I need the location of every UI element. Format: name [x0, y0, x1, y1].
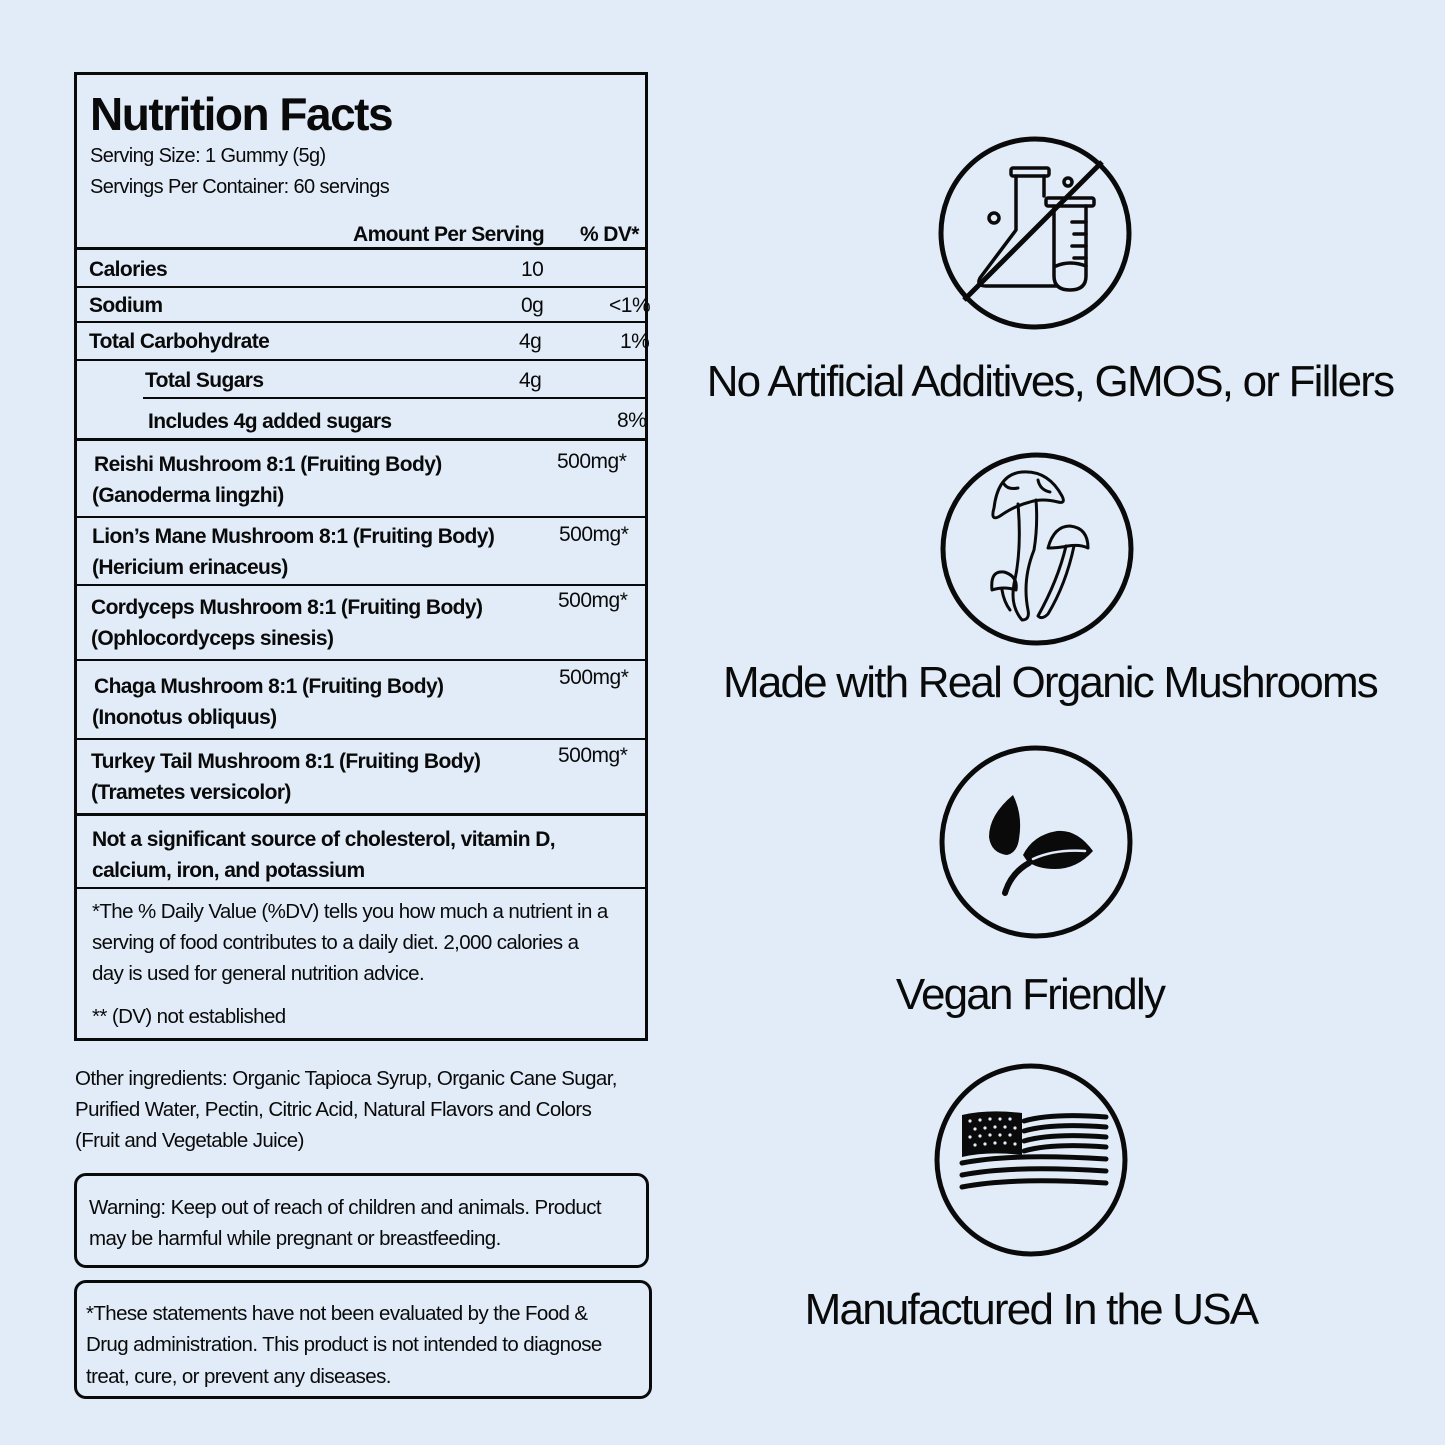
usa-flag-icon	[932, 1061, 1130, 1259]
not-significant-line1: Not a significant source of cholesterol, vitamin D,	[92, 828, 555, 851]
fda-disclaimer-box	[74, 1280, 652, 1399]
row-added-sugars-dv: 8%	[617, 409, 647, 432]
ingredient-chaga-latin: (Inonotus obliquus)	[92, 706, 277, 729]
ingredient-reishi-latin: (Ganoderma lingzhi)	[92, 484, 284, 507]
warning-line2: may be harmful while pregnant or breastfeeding.	[89, 1227, 501, 1250]
ingredient-turkey-tail-latin: (Trametes versicolor)	[91, 781, 291, 804]
row-added-sugars-label: Includes 4g added sugars	[148, 410, 392, 433]
row-carb-label: Total Carbohydrate	[89, 330, 270, 353]
header-amount: Amount Per Serving	[353, 223, 545, 246]
divider	[77, 247, 645, 250]
row-sugars-amount: 4g	[519, 369, 542, 392]
nutrition-facts-panel	[74, 72, 651, 1041]
ingredient-cordyceps-amount: 500mg*	[558, 589, 628, 612]
mushroom-icon	[938, 450, 1136, 648]
ingredient-lions-mane-name: Lion’s Mane Mushroom 8:1 (Fruiting Body)	[92, 525, 495, 548]
dv-note-line3: day is used for general nutrition advice.	[92, 962, 425, 985]
ingredient-lions-mane-latin: (Hericium erinaceus)	[92, 556, 288, 579]
row-sodium-dv: <1%	[609, 294, 651, 317]
badge-label-usa: Manufactured In the USA	[804, 1285, 1258, 1334]
ingredient-chaga-name: Chaga Mushroom 8:1 (Fruiting Body)	[94, 675, 444, 698]
other-ingredients-line1: Other ingredients: Organic Tapioca Syrup, Organic Cane Sugar,	[75, 1067, 617, 1090]
divider	[77, 286, 645, 288]
row-sugars-label: Total Sugars	[145, 369, 264, 392]
dv-note-line1: *The % Daily Value (%DV) tells you how much a nutrient in a	[92, 900, 608, 923]
divider	[143, 397, 645, 399]
divider	[77, 438, 645, 441]
row-carb-dv: 1%	[620, 330, 650, 353]
leaf-icon	[937, 743, 1135, 941]
ingredient-reishi-name: Reishi Mushroom 8:1 (Fruiting Body)	[94, 453, 442, 476]
fda-line1: *These statements have not been evaluated by the Food &	[86, 1302, 588, 1325]
divider	[77, 584, 645, 586]
warning-box	[74, 1173, 649, 1268]
badge-label-organic-mushrooms: Made with Real Organic Mushrooms	[722, 658, 1378, 707]
divider	[77, 813, 645, 816]
ingredient-turkey-tail-amount: 500mg*	[558, 744, 628, 767]
header-dv: % DV*	[580, 223, 639, 246]
ingredient-turkey-tail-name: Turkey Tail Mushroom 8:1 (Fruiting Body)	[91, 750, 481, 773]
nutrition-title: Nutrition Facts	[90, 88, 393, 140]
other-ingredients-line3: (Fruit and Vegetable Juice)	[75, 1129, 304, 1152]
divider	[77, 359, 645, 361]
no-lab-flasks-icon	[936, 134, 1134, 332]
fda-line3: treat, cure, or prevent any diseases.	[86, 1365, 391, 1388]
divider	[77, 738, 645, 740]
row-calories-label: Calories	[89, 258, 168, 281]
servings-per-container: Servings Per Container: 60 servings	[90, 176, 390, 198]
warning-line1: Warning: Keep out of reach of children and animals. Product	[89, 1196, 601, 1219]
serving-size: Serving Size: 1 Gummy (5g)	[90, 145, 326, 167]
divider	[77, 321, 645, 323]
ingredient-chaga-amount: 500mg*	[559, 666, 629, 689]
badge-label-vegan: Vegan Friendly	[895, 970, 1165, 1019]
not-significant-line2: calcium, iron, and potassium	[92, 859, 365, 882]
dv-not-established: ** (DV) not established	[92, 1005, 286, 1028]
divider	[77, 659, 645, 661]
ingredient-cordyceps-name: Cordyceps Mushroom 8:1 (Fruiting Body)	[91, 596, 483, 619]
ingredient-lions-mane-amount: 500mg*	[559, 523, 629, 546]
badge-label-no-additives: No Artificial Additives, GMOS, or Fillers	[706, 357, 1394, 406]
row-sodium-amount: 0g	[521, 294, 544, 317]
row-sodium-label: Sodium	[89, 294, 163, 317]
divider	[77, 887, 645, 889]
other-ingredients-line2: Purified Water, Pectin, Citric Acid, Natural Flavors and Colors	[75, 1098, 592, 1121]
dv-note-line2: serving of food contributes to a daily diet. 2,000 calories a	[92, 931, 579, 954]
ingredient-reishi-amount: 500mg*	[557, 450, 627, 473]
row-calories-amount: 10	[521, 258, 544, 281]
divider	[77, 516, 645, 518]
row-carb-amount: 4g	[519, 330, 542, 353]
ingredient-cordyceps-latin: (Ophlocordyceps sinesis)	[91, 627, 334, 650]
fda-line2: Drug administration. This product is not intended to diagnose	[86, 1333, 602, 1356]
